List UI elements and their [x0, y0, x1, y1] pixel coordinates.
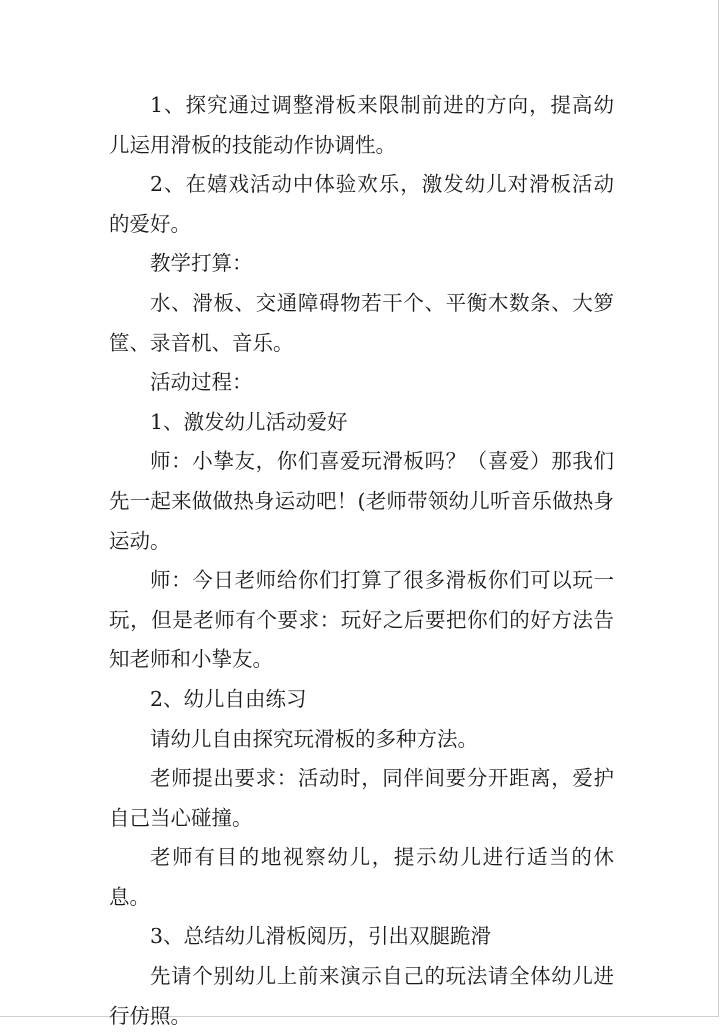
paragraph-objective-2: 2、在嬉戏活动中体验欢乐，激发幼儿对滑板活动的爱好。: [109, 172, 614, 236]
paragraph-teacher-warmup: 师：小挚友，你们喜爱玩滑板吗？（喜爱）那我们先一起来做做热身运动吧！(老师带领幼儿听音乐做热身运动。: [109, 449, 614, 553]
paragraph-safety-requirement: 老师提出要求：活动时，同伴间要分开距离，爱护自己当心碰撞。: [109, 766, 614, 830]
paragraph-observation: 老师有目的地视察幼儿，提示幼儿进行适当的休息。: [109, 845, 614, 909]
paragraph-teacher-requirement: 师：今日老师给你们打算了很多滑板你们可以玩一玩，但是老师有个要求：玩好之后要把你们的好方法告知老师和小挚友。: [109, 568, 614, 672]
document-body: [109, 86, 614, 1036]
paragraph-materials: 水、滑板、交通障碍物若干个、平衡木数条、大箩筐、录音机、音乐。: [109, 290, 614, 355]
paragraph-objective-1: 1、探究通过调整滑板来限制前进的方向，提高幼儿运用滑板的技能动作协调性。: [109, 93, 614, 157]
paragraph-preparation-heading: 教学打算：: [150, 251, 253, 276]
paragraph-step-1-heading: 1、激发幼儿活动爱好: [150, 409, 348, 434]
paragraph-step-2-heading: 2、幼儿自由练习: [150, 686, 307, 711]
paragraph-free-exploration: 请幼儿自由探究玩滑板的多种方法。: [150, 726, 478, 751]
paragraph-step-3-heading: 3、总结幼儿滑板阅历，引出双腿跪滑: [150, 924, 492, 949]
paragraph-demonstration: 先请个别幼儿上前来演示自己的玩法请全体幼儿进行仿照。: [109, 964, 614, 1028]
paragraph-process-heading: 活动过程：: [150, 370, 253, 395]
